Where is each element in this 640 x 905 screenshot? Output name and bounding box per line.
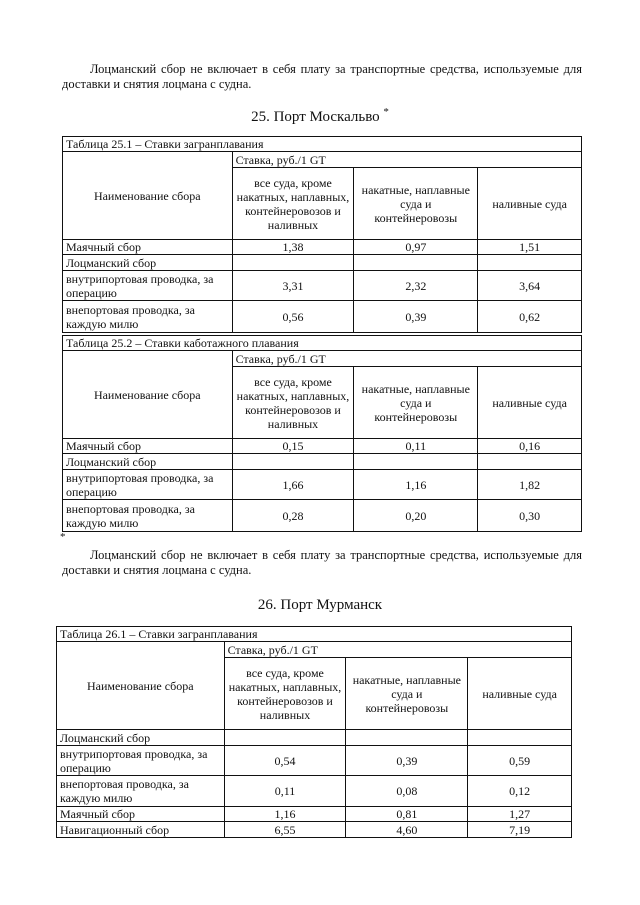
table-26-1	[56, 626, 572, 838]
fee-name: Лоцманский сбор	[63, 454, 233, 470]
table-row	[57, 822, 572, 838]
rate-value: 1,38	[232, 240, 354, 255]
fee-name: Маячный сбор	[57, 807, 225, 822]
column-header-tankers: наливные суда	[478, 168, 582, 240]
rate-value: 0,12	[468, 776, 572, 807]
rate-value: 7,19	[468, 822, 572, 838]
fee-name: внутрипортовая проводка, за операцию	[57, 746, 225, 776]
rate-value: 0,39	[346, 746, 468, 776]
rate-value: 0,11	[224, 776, 346, 807]
rate-value: 0,56	[232, 301, 354, 333]
rate-value	[346, 730, 468, 746]
table-row	[63, 301, 582, 333]
intro-note: Лоцманский сбор не включает в себя плату за транспортные средства, используемые для доставки и снятия лоцмана с судна.	[62, 62, 582, 91]
table-caption: Таблица 25.2 – Ставки каботажного плавания	[63, 336, 582, 351]
rate-value: 0,62	[478, 301, 582, 333]
fee-name: Маячный сбор	[63, 439, 233, 454]
rate-value: 0,16	[478, 439, 582, 454]
rate-value	[232, 454, 354, 470]
table-row	[63, 255, 582, 271]
rate-value	[354, 255, 478, 271]
column-header-roro-container: накатные, наплавные суда и контейнеровозы	[354, 367, 478, 439]
rate-value: 0,28	[232, 500, 354, 532]
rate-value: 0,15	[232, 439, 354, 454]
rate-value: 1,27	[468, 807, 572, 822]
rate-value: 1,16	[224, 807, 346, 822]
table-row	[63, 500, 582, 532]
rate-value: 0,39	[354, 301, 478, 333]
column-header-name: Наименование сбора	[63, 351, 233, 439]
table-caption: Таблица 26.1 – Ставки загранплавания	[57, 627, 572, 642]
table-row	[63, 271, 582, 301]
column-header-name: Наименование сбора	[57, 642, 225, 730]
rate-value: 0,59	[468, 746, 572, 776]
section-26-title-text: 26. Порт Мурманск	[257, 597, 383, 613]
rate-value	[354, 454, 478, 470]
table-row	[57, 807, 572, 822]
table-row	[57, 746, 572, 776]
table-row	[57, 730, 572, 746]
table-row	[57, 776, 572, 807]
rate-value: 1,82	[478, 470, 582, 500]
section-25-title-text: 25. Порт Москальво	[251, 109, 380, 125]
fee-name: внепортовая проводка, за каждую милю	[57, 776, 225, 807]
rate-value: 2,32	[354, 271, 478, 301]
footnote-note: Лоцманский сбор не включает в себя плату за транспортные средства, используемые для доставки и снятия лоцмана с судна.	[62, 548, 582, 577]
column-header-tankers: наливные суда	[478, 367, 582, 439]
rate-value: 4,60	[346, 822, 468, 838]
rate-value: 1,66	[232, 470, 354, 500]
fee-name: Маячный сбор	[63, 240, 233, 255]
rate-value: 0,97	[354, 240, 478, 255]
section-26-title	[0, 597, 640, 614]
rate-value	[232, 255, 354, 271]
rate-value: 0,30	[478, 500, 582, 532]
rate-value: 1,16	[354, 470, 478, 500]
fee-name: внепортовая проводка, за каждую милю	[63, 301, 233, 333]
rate-value: 6,55	[224, 822, 346, 838]
fee-name: внепортовая проводка, за каждую милю	[63, 500, 233, 532]
fee-name: внутрипортовая проводка, за операцию	[63, 470, 233, 500]
column-header-tankers: наливные суда	[468, 658, 572, 730]
rate-value: 1,51	[478, 240, 582, 255]
column-header-all-vessels: все суда, кроме накатных, наплавных, контейнеровозов и наливных	[232, 168, 354, 240]
rate-value: 3,64	[478, 271, 582, 301]
table-row	[63, 470, 582, 500]
column-header-roro-container: накатные, наплавные суда и контейнеровозы	[346, 658, 468, 730]
column-header-rate: Ставка, руб./1 GT	[224, 642, 571, 658]
table-row	[63, 439, 582, 454]
rate-value: 3,31	[232, 271, 354, 301]
rate-value: 0,20	[354, 500, 478, 532]
column-header-rate: Ставка, руб./1 GT	[232, 351, 581, 367]
rate-value: 0,54	[224, 746, 346, 776]
fee-name: Лоцманский сбор	[63, 255, 233, 271]
section-25-title	[0, 106, 640, 126]
fee-name: Навигационный сбор	[57, 822, 225, 838]
rate-value	[468, 730, 572, 746]
rate-value	[478, 255, 582, 271]
table-caption: Таблица 25.1 – Ставки загранплавания	[63, 137, 582, 152]
footnote-mark: *	[60, 531, 66, 543]
table-25-1	[62, 136, 582, 333]
rate-value: 0,08	[346, 776, 468, 807]
column-header-rate: Ставка, руб./1 GT	[232, 152, 581, 168]
fee-name: Лоцманский сбор	[57, 730, 225, 746]
rate-value	[224, 730, 346, 746]
column-header-roro-container: накатные, наплавные суда и контейнеровозы	[354, 168, 478, 240]
column-header-name: Наименование сбора	[63, 152, 233, 240]
rate-value: 0,81	[346, 807, 468, 822]
table-row	[63, 240, 582, 255]
table-25-2	[62, 335, 582, 532]
fee-name: внутрипортовая проводка, за операцию	[63, 271, 233, 301]
column-header-all-vessels: все суда, кроме накатных, наплавных, контейнеровозов и наливных	[224, 658, 346, 730]
section-25-title-mark: *	[383, 106, 389, 118]
rate-value: 0,11	[354, 439, 478, 454]
column-header-all-vessels: все суда, кроме накатных, наплавных, контейнеровозов и наливных	[232, 367, 354, 439]
table-row	[63, 454, 582, 470]
rate-value	[478, 454, 582, 470]
